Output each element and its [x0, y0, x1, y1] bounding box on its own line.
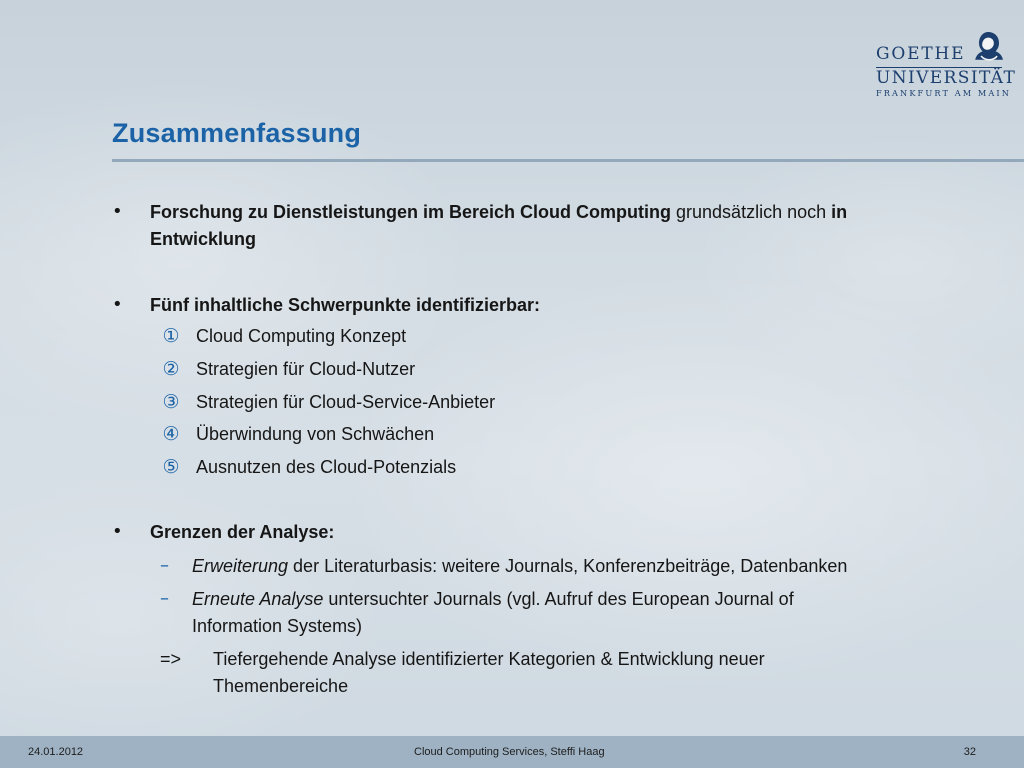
focus-item-3: Strategien für Cloud-Service-Anbieter: [196, 392, 496, 412]
research-normal-text: grundsätzlich noch: [671, 202, 832, 222]
conclusion-arrow: =>: [160, 649, 182, 669]
page-number: 32: [963, 746, 976, 758]
focus-item-2: Strategien für Cloud-Nutzer: [196, 359, 416, 379]
bullet-research: •: [112, 201, 123, 222]
conclusion-line-1: Tiefergehende Analyse identifizierter Kategorien & Entwicklung neuer: [213, 649, 765, 669]
focus-marker-1: ①: [162, 325, 180, 347]
logo-goethe-text: GOETHE: [876, 44, 966, 64]
bullet-limits: •: [112, 521, 123, 542]
bullet-focus: •: [112, 294, 123, 315]
limit-item-1: [192, 552, 847, 580]
limit-item-1-text: der Literaturbasis: weitere Journals, Konferenzbeiträge, Datenbanken: [288, 556, 848, 576]
focus-marker-5: ⑤: [162, 456, 180, 478]
limit-item-1-italic: Erweiterung: [192, 556, 289, 576]
focus-marker-4: ④: [162, 423, 180, 445]
research-line-1: [150, 198, 847, 226]
research-inline-bold: in: [831, 202, 848, 222]
limit-item-2-text: untersuchter Journals (vgl. Aufruf des European Journal of: [323, 589, 794, 609]
footer-date: 24.01.2012: [28, 746, 84, 758]
limits-heading: Grenzen der Analyse:: [150, 522, 335, 542]
focus-item-1: Cloud Computing Konzept: [196, 326, 407, 346]
focus-heading: Fünf inhaltliche Schwerpunkte identifizierbar:: [150, 295, 541, 315]
logo-frankfurt-text: FRANKFURT AM MAIN: [876, 88, 1011, 98]
limit-marker-1: –: [160, 555, 169, 576]
focus-item-4: Überwindung von Schwächen: [196, 424, 435, 444]
conclusion-line-2: Themenbereiche: [213, 676, 349, 696]
limit-marker-2: –: [160, 588, 169, 609]
logo-universitaet-text: UNIVERSITÄT: [876, 68, 1017, 88]
focus-marker-3: ③: [162, 391, 180, 413]
limit-item-2-line-1: [192, 585, 794, 613]
footer-caption: Cloud Computing Services, Steffi Haag: [414, 746, 605, 758]
focus-marker-2: ②: [162, 358, 180, 380]
research-line-2: Entwicklung: [150, 229, 257, 249]
research-bold-text: Forschung zu Dienstleistungen im Bereich Cloud Computing: [150, 202, 672, 222]
focus-item-5: Ausnutzen des Cloud-Potenzials: [196, 457, 457, 477]
slide-footer: [0, 736, 1024, 768]
slide-title: Zusammenfassung: [112, 118, 362, 148]
limit-item-2-italic: Erneute Analyse: [192, 589, 324, 609]
limit-item-2-line-2: Information Systems): [192, 616, 363, 636]
